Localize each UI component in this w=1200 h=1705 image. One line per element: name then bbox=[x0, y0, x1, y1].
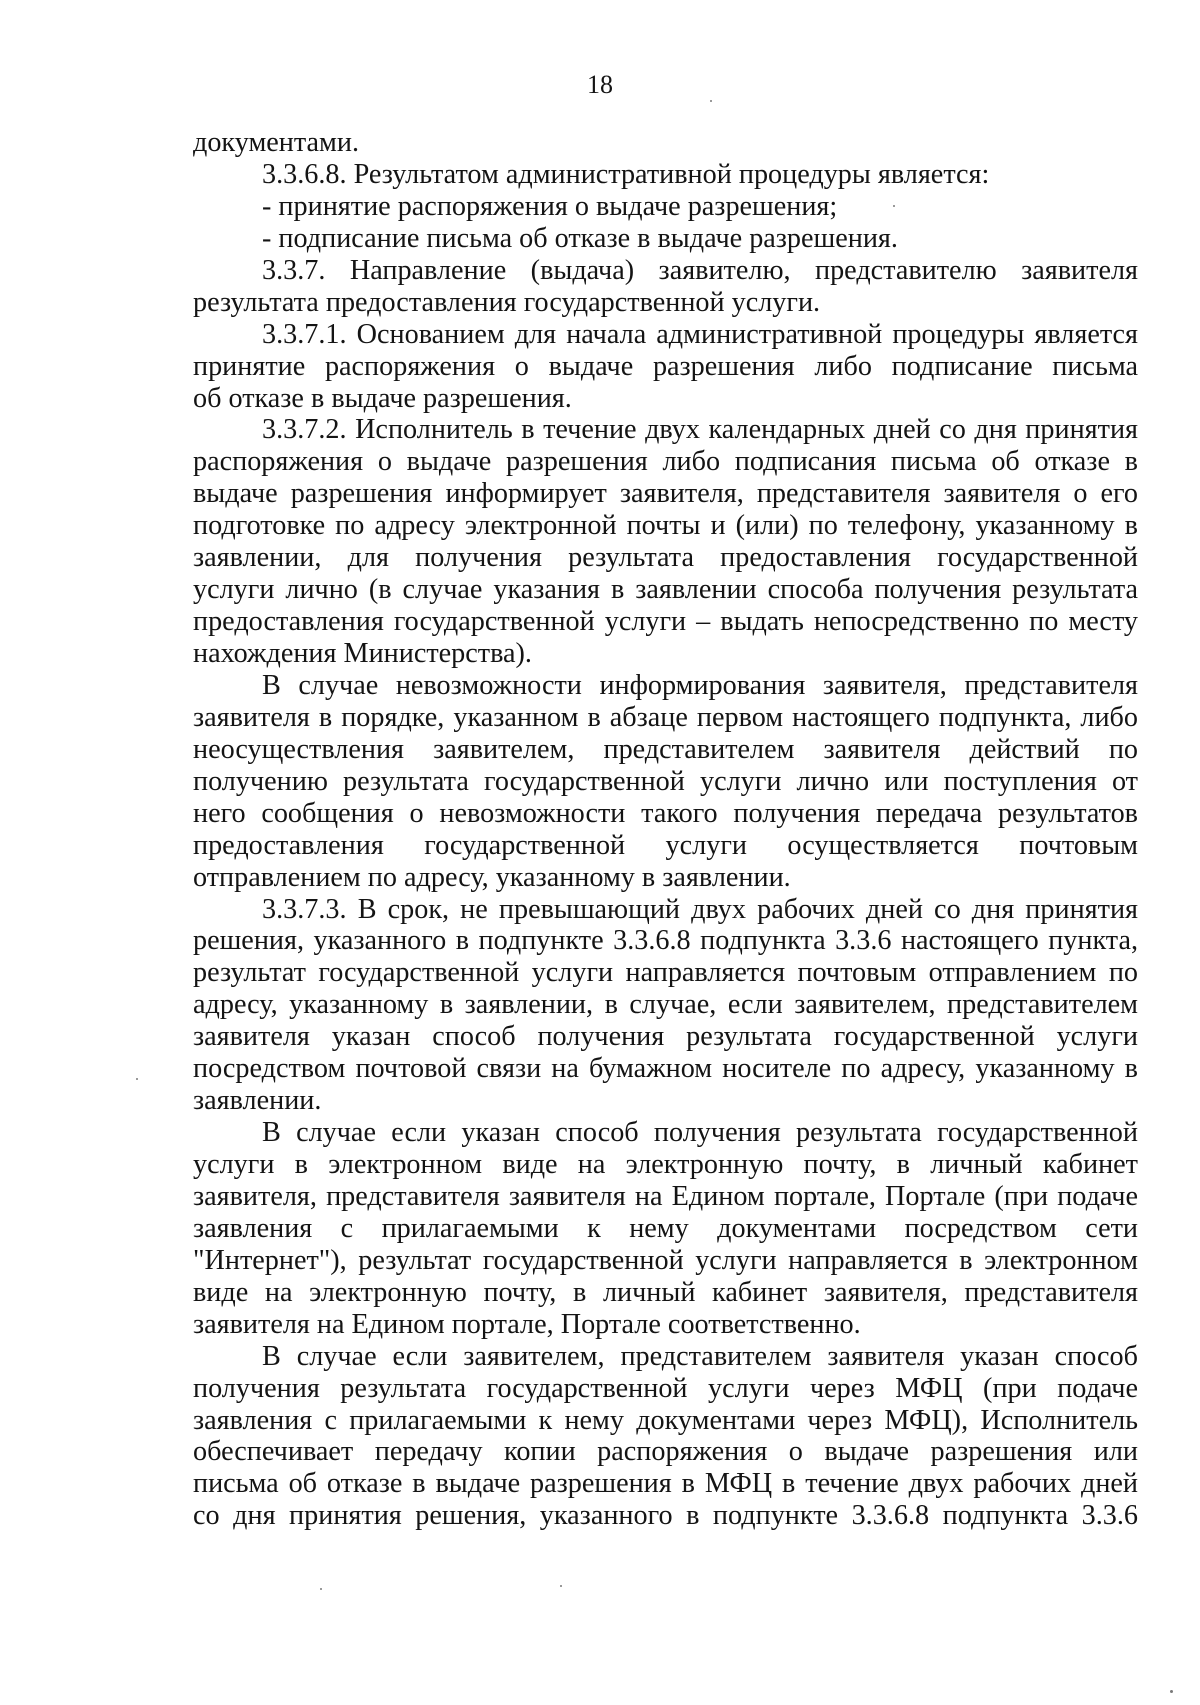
scan-speck bbox=[320, 1588, 322, 1590]
scan-speck bbox=[893, 205, 895, 207]
text-line: него сообщения о невозможности такого получения передача результатов bbox=[193, 797, 1138, 829]
text-line: В случае если указан способ получения результата государственной bbox=[262, 1117, 1138, 1149]
text-line: распоряжения о выдаче разрешения либо подписания письма об отказе в bbox=[193, 446, 1138, 478]
text-line: со дня принятия решения, указанного в подпункте 3.3.6.8 подпункта 3.3.6 bbox=[193, 1500, 1138, 1532]
text-line: адресу, указанному в заявлении, в случае, если заявителем, представителем bbox=[193, 989, 1138, 1021]
text-line: 3.3.7. Направление (выдача) заявителю, представителю заявителя bbox=[262, 254, 1138, 286]
text-line: "Интернет"), результат государственной услуги направляется в электронном bbox=[193, 1244, 1138, 1276]
text-line: заявлении. bbox=[193, 1085, 322, 1117]
text-line: обеспечивает передачу копии распоряжения о выдаче разрешения или bbox=[193, 1436, 1138, 1468]
body-text bbox=[193, 127, 1138, 1532]
scan-speck bbox=[560, 1585, 562, 1587]
text-line: заявления с прилагаемыми к нему документами через МФЦ), Исполнитель bbox=[193, 1404, 1138, 1436]
text-line: 3.3.7.3. В срок, не превышающий двух рабочих дней со дня принятия bbox=[262, 893, 1138, 925]
scan-speck bbox=[1170, 1690, 1173, 1693]
text-line: 3.3.6.8. Результатом административной процедуры является: bbox=[262, 158, 990, 190]
text-line: услуги в электронном виде на электронную почту, в личный кабинет bbox=[193, 1149, 1138, 1180]
scan-speck bbox=[136, 1078, 138, 1080]
text-line: заявления с прилагаемыми к нему документами посредством сети bbox=[193, 1212, 1138, 1244]
text-line: письма об отказе в выдаче разрешения в МФЦ в течение двух рабочих дней bbox=[193, 1468, 1138, 1500]
text-line: заявителя, представителя заявителя на Едином портале, Портале (при подаче bbox=[193, 1180, 1138, 1212]
text-line: предоставления государственной услуги осуществляется почтовым bbox=[193, 829, 1138, 861]
text-line: неосуществления заявителем, представителем заявителя действий по bbox=[193, 733, 1138, 765]
text-line: результат государственной услуги направляется почтовым отправлением по bbox=[193, 957, 1138, 989]
text-line: 3.3.7.1. Основанием для начала административной процедуры является bbox=[262, 318, 1138, 350]
page-number: 18 bbox=[587, 70, 613, 99]
text-line: решения, указанного в подпункте 3.3.6.8 подпункта 3.3.6 настоящего пункта, bbox=[193, 925, 1138, 957]
text-line: заявлении, для получения результата предоставления государственной bbox=[193, 542, 1138, 574]
text-line: услуги лично (в случае указания в заявлении способа получения результата bbox=[193, 574, 1138, 606]
text-line: об отказе в выдаче разрешения. bbox=[193, 382, 572, 414]
text-line: отправлением по адресу, указанному в заявлении. bbox=[193, 861, 791, 893]
text-line: документами. bbox=[193, 127, 360, 158]
text-line: выдаче разрешения информирует заявителя, представителя заявителя о его bbox=[193, 478, 1138, 510]
text-line: заявителя в порядке, указанном в абзаце первом настоящего подпункта, либо bbox=[193, 701, 1138, 733]
text-line: нахождения Министерства). bbox=[193, 638, 532, 669]
text-line: заявителя на Едином портале, Портале соответственно. bbox=[193, 1308, 861, 1340]
text-line: заявителя указан способ получения результата государственной услуги bbox=[193, 1021, 1138, 1053]
text-line: получению результата государственной услуги лично или поступления от bbox=[193, 765, 1138, 797]
text-line: - принятие распоряжения о выдаче разрешения; bbox=[262, 190, 838, 222]
scan-speck bbox=[710, 100, 712, 102]
text-line: предоставления государственной услуги – выдать непосредственно по месту bbox=[193, 606, 1138, 638]
text-line: В случае если заявителем, представителем заявителя указан способ bbox=[262, 1340, 1138, 1372]
text-line: виде на электронную почту, в личный кабинет заявителя, представителя bbox=[193, 1276, 1138, 1308]
text-line: подготовке по адресу электронной почты и (или) по телефону, указанному в bbox=[193, 510, 1138, 542]
text-line: посредством почтовой связи на бумажном носителе по адресу, указанному в bbox=[193, 1053, 1138, 1085]
text-line: 3.3.7.2. Исполнитель в течение двух календарных дней со дня принятия bbox=[262, 414, 1138, 446]
text-line: - подписание письма об отказе в выдаче разрешения. bbox=[262, 222, 898, 254]
text-line: результата предоставления государственной услуги. bbox=[193, 286, 821, 318]
text-line: получения результата государственной услуги через МФЦ (при подаче bbox=[193, 1372, 1138, 1404]
text-line: принятие распоряжения о выдаче разрешения либо подписание письма bbox=[193, 350, 1138, 382]
text-line: В случае невозможности информирования заявителя, представителя bbox=[262, 669, 1138, 701]
